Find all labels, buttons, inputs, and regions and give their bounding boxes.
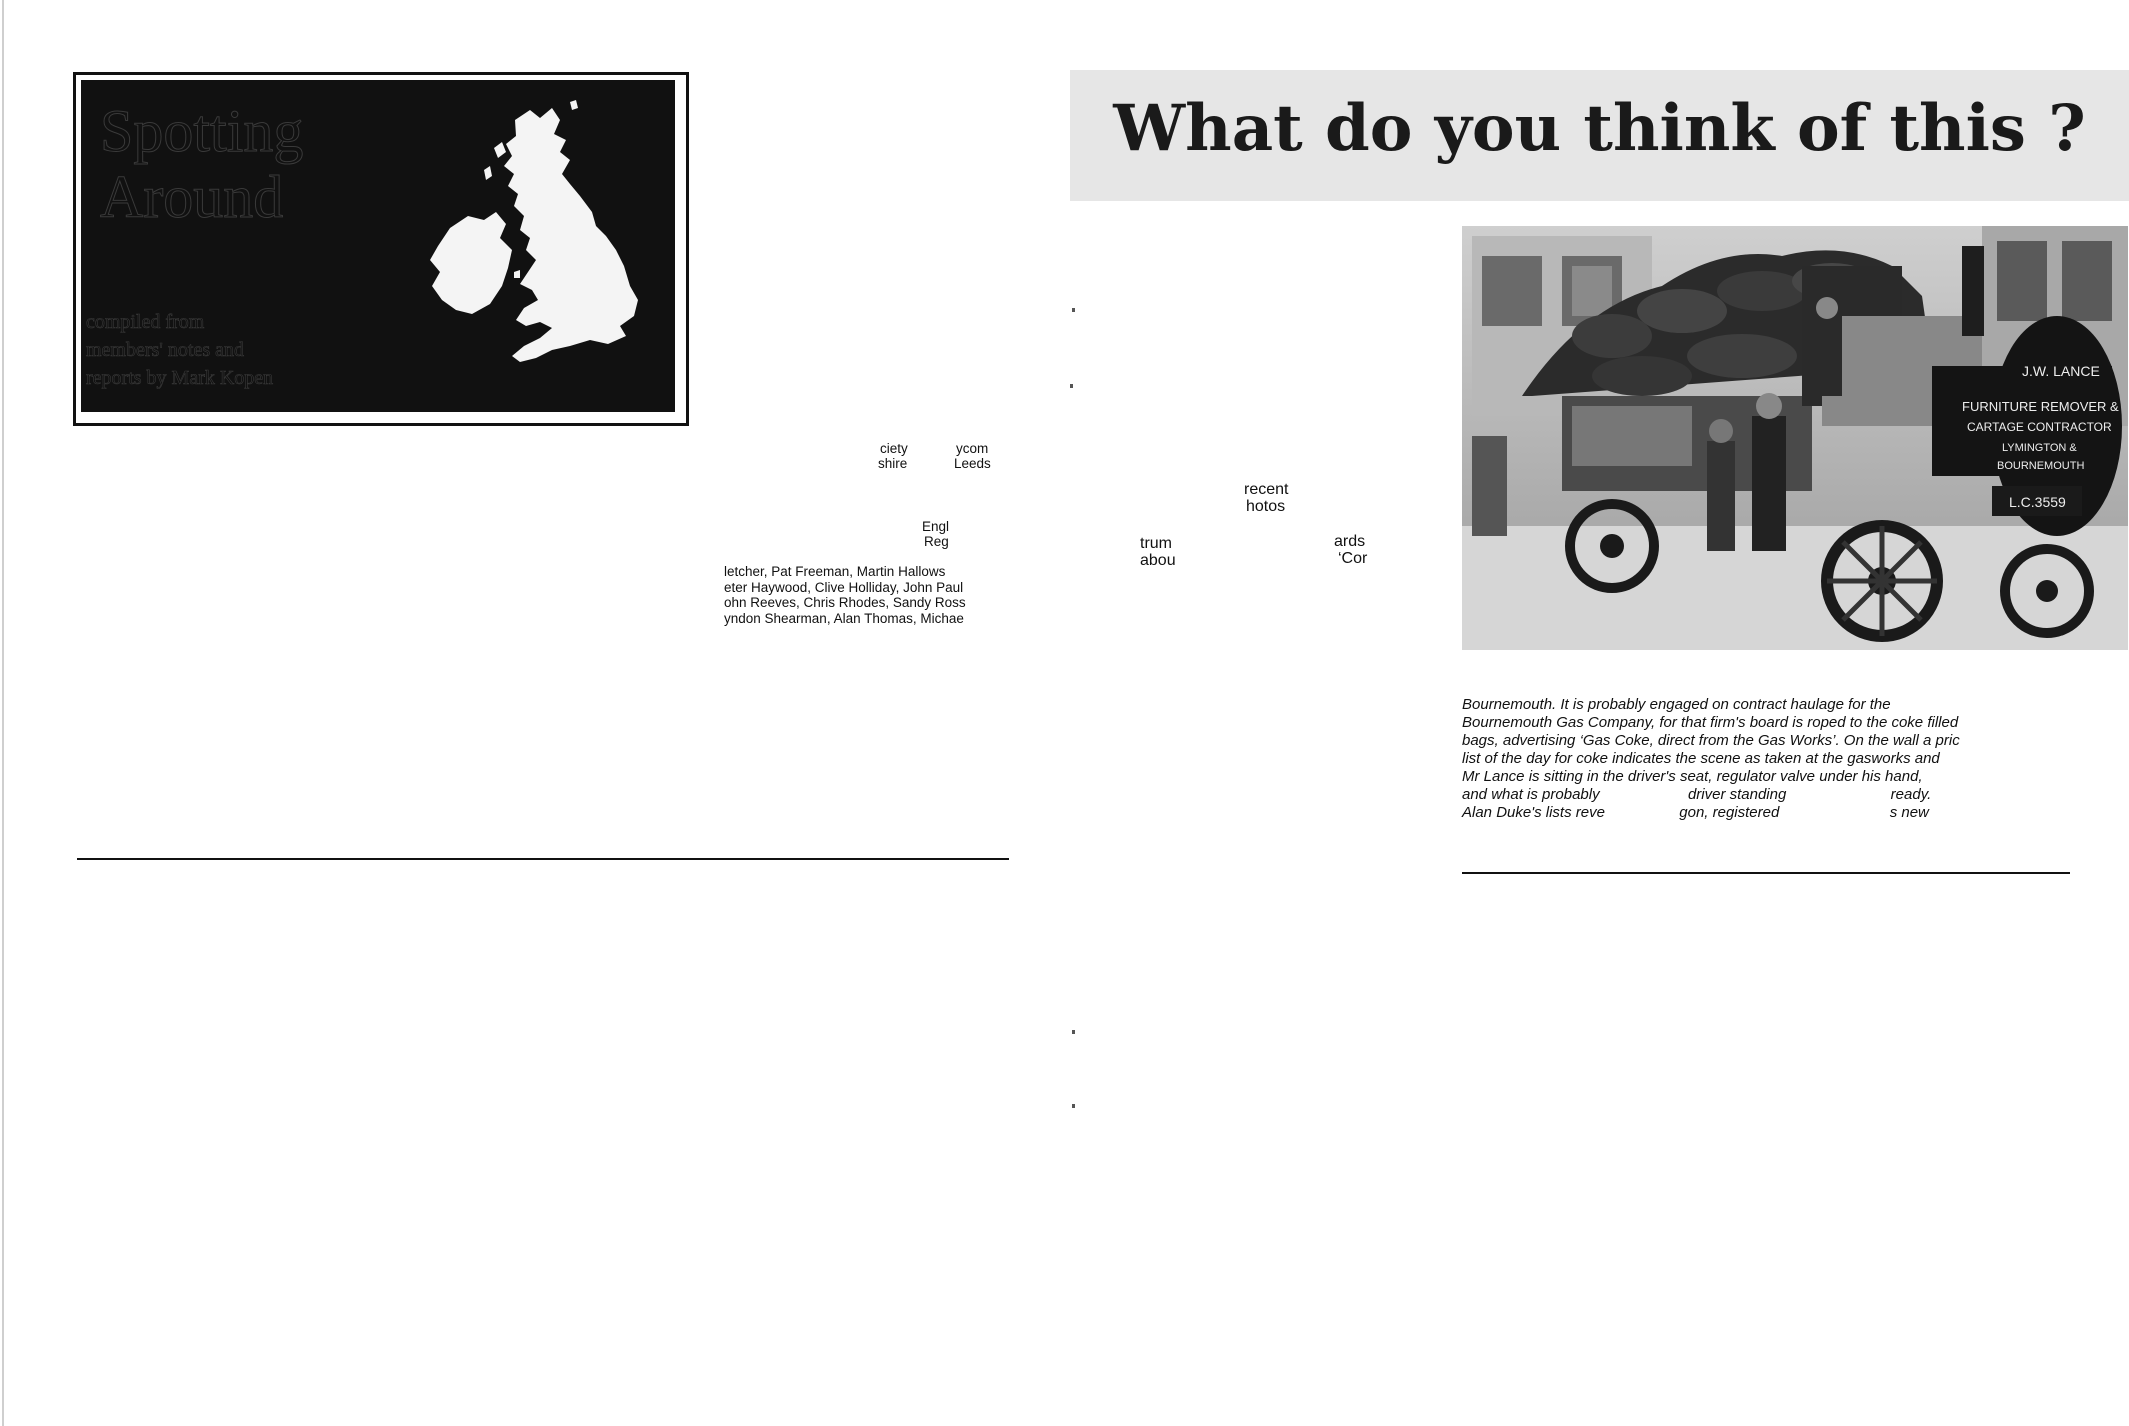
section-rule: [77, 858, 1009, 860]
caption-line: [1462, 786, 2082, 804]
caption-line: list of the day for coke indicates the scene as taken at the gasworks and: [1462, 750, 1940, 767]
plate-text: L.C.3559: [2009, 494, 2066, 510]
caption-line: bags, advertising ‘Gas Coke, direct from the Gas Works’. On the wall a pric: [1462, 732, 1960, 749]
sign-text: J.W. LANCE: [2022, 363, 2100, 379]
text-fragment: ards: [1334, 533, 1366, 550]
names-line: ohn Reeves, Chris Rhodes, Sandy Ross: [724, 595, 966, 610]
text-fragment: recent: [1244, 481, 1289, 498]
sign-text: FURNITURE REMOVER &: [1962, 399, 2119, 414]
caption-line: Bournemouth. It is probably engaged on contract haulage for the: [1462, 696, 1891, 713]
banner-subtitle-line2: members' notes and: [86, 339, 245, 361]
margin-mark: [1070, 384, 1073, 388]
caption-fragment: gon, registered: [1679, 804, 1780, 821]
caption-line: [1462, 804, 2082, 822]
text-fragment: ‘Cor: [1338, 550, 1368, 567]
sign-text: BOURNEMOUTH: [1997, 460, 2085, 472]
sign-text: CARTAGE CONTRACTOR: [1967, 420, 2112, 434]
caption-fragment: s new: [1889, 804, 1929, 821]
photo-caption: [1462, 696, 2082, 822]
banner-subtitle-line3: reports by Mark Kopen: [86, 367, 274, 389]
banner-title: [100, 98, 440, 230]
section-rule: [1462, 872, 2070, 874]
text-fragment: ciety: [880, 441, 908, 456]
caption-fragment: Alan Duke's lists reve: [1462, 804, 1605, 821]
headline: What do you think of this ?: [1113, 91, 2086, 166]
text-fragment: ycom: [956, 441, 989, 456]
banner-title-line2: Around: [100, 164, 284, 230]
margin-mark: [1072, 1104, 1075, 1108]
names-line: letcher, Pat Freeman, Martin Hallows: [724, 564, 946, 579]
names-line: eter Haywood, Clive Holliday, John Paul: [724, 579, 964, 595]
steam-wagon-photo: [1462, 226, 2128, 650]
text-fragment: hotos: [1246, 498, 1286, 515]
banner-subtitle-line1: compiled from: [86, 311, 205, 333]
caption-fragment: and what is probably: [1462, 786, 1600, 803]
text-fragment: shire: [878, 456, 908, 471]
british-isles-map-icon: [420, 100, 670, 400]
caption-fragment: ready.: [1890, 786, 1932, 803]
names-line: yndon Shearman, Alan Thomas, Michae: [724, 610, 964, 626]
sign-text: LYMINGTON &: [2002, 442, 2077, 454]
text-fragment: Engl: [922, 519, 950, 534]
banner-subtitle: [86, 308, 446, 392]
margin-mark: [1072, 308, 1075, 312]
caption-line: Mr Lance is sitting in the driver's seat, regulator valve under his hand,: [1462, 768, 1923, 785]
margin-mark: [1072, 1030, 1075, 1034]
text-fragment: Leeds: [954, 456, 991, 471]
caption-fragment: driver standing: [1687, 786, 1787, 803]
text-fragment: abou: [1140, 552, 1176, 569]
contributor-names: [724, 564, 1004, 626]
banner-title-line1: Spotting: [100, 98, 304, 164]
text-fragment: Reg: [924, 534, 949, 549]
caption-line: Bournemouth Gas Company, for that firm's board is roped to the coke filled: [1462, 714, 1959, 731]
text-fragment: trum: [1140, 535, 1172, 552]
